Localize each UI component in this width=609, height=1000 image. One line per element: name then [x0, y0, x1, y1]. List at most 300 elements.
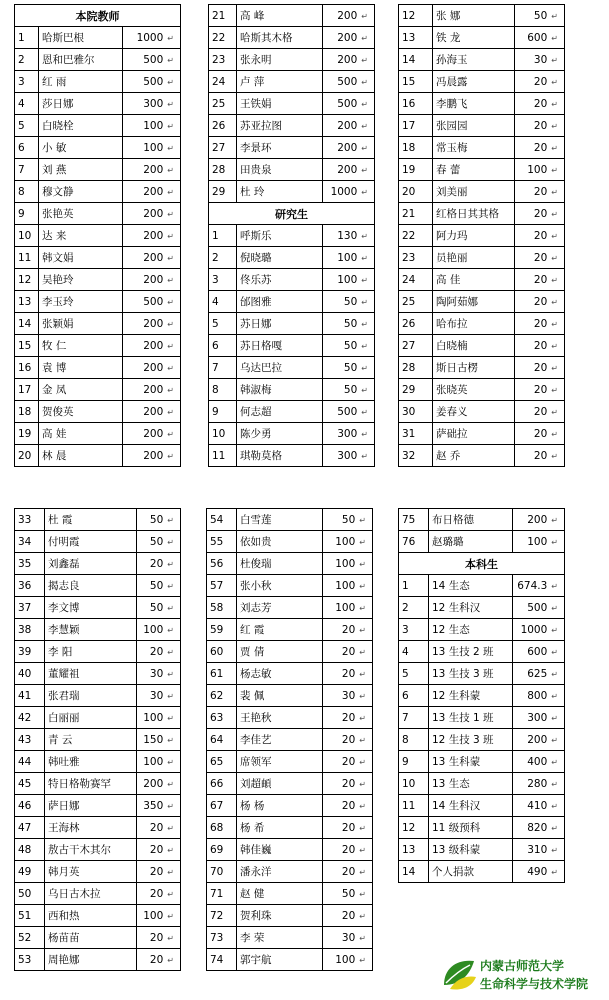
donor-name: 李文博: [45, 597, 137, 619]
table-row: [209, 181, 375, 203]
donation-amount: 1000 ↵: [123, 27, 181, 49]
row-number: 5: [399, 663, 429, 685]
college-logo: [440, 955, 605, 997]
table-row: [399, 795, 565, 817]
donor-name: 13 级科蒙: [429, 839, 513, 861]
section-header-row: [399, 553, 565, 575]
row-number: 10: [209, 423, 237, 445]
row-number: 9: [15, 203, 39, 225]
donation-amount: 500 ↵: [323, 71, 375, 93]
donation-amount: 30 ↵: [323, 685, 373, 707]
donation-amount: 20 ↵: [515, 423, 565, 445]
table-row: [207, 817, 373, 839]
table-row: [207, 839, 373, 861]
donation-amount: 100 ↵: [323, 575, 373, 597]
row-number: 17: [399, 115, 433, 137]
row-number: 64: [207, 729, 237, 751]
row-number: 9: [209, 401, 237, 423]
donation-amount: 20 ↵: [323, 641, 373, 663]
table-row: [15, 247, 181, 269]
table-row: [15, 839, 181, 861]
donor-name: 高 佳: [433, 269, 515, 291]
donor-name: 刘 燕: [39, 159, 123, 181]
table-row: [207, 641, 373, 663]
table-row: [15, 707, 181, 729]
donor-name: 特日格勒赛罕: [45, 773, 137, 795]
donor-name: 刘美丽: [433, 181, 515, 203]
donation-amount: 200 ↵: [123, 225, 181, 247]
donor-name: 铁 龙: [433, 27, 515, 49]
row-number: 34: [15, 531, 45, 553]
donor-name: 12 生科汉: [429, 597, 513, 619]
donor-name: 佟乐苏: [237, 269, 323, 291]
donation-amount: 350 ↵: [137, 795, 181, 817]
row-number: 12: [399, 817, 429, 839]
table-row: [207, 685, 373, 707]
donation-amount: 50 ↵: [323, 357, 375, 379]
table-row: [15, 335, 181, 357]
table-row: [209, 357, 375, 379]
row-number: 66: [207, 773, 237, 795]
table-row: [207, 597, 373, 619]
donor-name: 李玉玲: [39, 291, 123, 313]
row-number: 20: [15, 445, 39, 467]
table-row: [15, 445, 181, 467]
table-row: [399, 71, 565, 93]
donor-name: 杨 希: [237, 817, 323, 839]
donation-amount: 300 ↵: [323, 423, 375, 445]
row-number: 27: [399, 335, 433, 357]
table-row: [15, 93, 181, 115]
row-number: 46: [15, 795, 45, 817]
donor-name: 韩月英: [45, 861, 137, 883]
donor-name: 杨 杨: [237, 795, 323, 817]
row-number: 61: [207, 663, 237, 685]
table-row: [399, 729, 565, 751]
table-row: [209, 225, 375, 247]
donor-name: 袁 博: [39, 357, 123, 379]
row-number: 70: [207, 861, 237, 883]
leaf-logo-icon: [440, 955, 480, 995]
donor-name: 14 生科汉: [429, 795, 513, 817]
table-row: [207, 751, 373, 773]
table-row: [209, 423, 375, 445]
row-number: 58: [207, 597, 237, 619]
table-row: [399, 5, 565, 27]
donor-name: 裴 佩: [237, 685, 323, 707]
donation-amount: 100 ↵: [323, 949, 373, 971]
donation-amount: 20 ↵: [137, 553, 181, 575]
donor-name: 张小秋: [237, 575, 323, 597]
row-number: 6: [399, 685, 429, 707]
donation-amount: 200 ↵: [123, 203, 181, 225]
row-number: 8: [399, 729, 429, 751]
donation-amount: 20 ↵: [515, 115, 565, 137]
donation-amount: 20 ↵: [323, 619, 373, 641]
table-row: [207, 619, 373, 641]
table-row: [399, 817, 565, 839]
donor-name: 金 凤: [39, 379, 123, 401]
donation-amount: 200 ↵: [323, 49, 375, 71]
row-number: 13: [399, 27, 433, 49]
donation-amount: 200 ↵: [123, 159, 181, 181]
table-row: [15, 729, 181, 751]
table-row: [399, 597, 565, 619]
row-number: 45: [15, 773, 45, 795]
donor-name: 周艳娜: [45, 949, 137, 971]
donation-amount: 600 ↵: [513, 641, 565, 663]
donor-name: 牧 仁: [39, 335, 123, 357]
donor-name: 姜春义: [433, 401, 515, 423]
grad-table-3: [14, 508, 181, 971]
row-number: 2: [15, 49, 39, 71]
donation-amount: 100 ↵: [137, 707, 181, 729]
table-row: [15, 531, 181, 553]
row-number: 27: [209, 137, 237, 159]
donation-amount: 200 ↵: [123, 181, 181, 203]
donation-amount: 50 ↵: [323, 509, 373, 531]
table-row: [399, 313, 565, 335]
donation-amount: 20 ↵: [137, 883, 181, 905]
donation-amount: 410 ↵: [513, 795, 565, 817]
row-number: 60: [207, 641, 237, 663]
donor-name: 张艳英: [39, 203, 123, 225]
row-number: 13: [15, 291, 39, 313]
donor-name: 赵 健: [237, 883, 323, 905]
donation-amount: 500 ↵: [513, 597, 565, 619]
donor-name: 布日格德: [429, 509, 513, 531]
donation-amount: 100 ↵: [123, 115, 181, 137]
donation-amount: 820 ↵: [513, 817, 565, 839]
donation-amount: 20 ↵: [137, 839, 181, 861]
row-number: 24: [209, 71, 237, 93]
table-row: [399, 423, 565, 445]
table-row: [209, 115, 375, 137]
table-row: [207, 531, 373, 553]
table-row: [15, 27, 181, 49]
row-number: 22: [399, 225, 433, 247]
donor-name: 陈少勇: [237, 423, 323, 445]
row-number: 53: [15, 949, 45, 971]
donation-amount: 200 ↵: [123, 247, 181, 269]
row-number: 50: [15, 883, 45, 905]
donor-name: 白雪莲: [237, 509, 323, 531]
table-row: [207, 553, 373, 575]
donor-name: 哈布拉: [433, 313, 515, 335]
donor-name: 红 霞: [237, 619, 323, 641]
donation-amount: 200 ↵: [123, 445, 181, 467]
donor-name: 陶阿茹娜: [433, 291, 515, 313]
table-row: [209, 27, 375, 49]
row-number: 8: [15, 181, 39, 203]
donation-amount: 100 ↵: [513, 531, 565, 553]
donation-amount: 20 ↵: [515, 71, 565, 93]
donation-amount: 20 ↵: [515, 247, 565, 269]
table-row: [15, 401, 181, 423]
donor-name: 员艳丽: [433, 247, 515, 269]
table-row: [207, 663, 373, 685]
table-row: [399, 685, 565, 707]
donation-amount: 30 ↵: [137, 685, 181, 707]
donation-amount: 100 ↵: [323, 553, 373, 575]
row-number: 14: [15, 313, 39, 335]
donation-amount: 200 ↵: [323, 137, 375, 159]
donation-amount: 20 ↵: [137, 817, 181, 839]
row-number: 10: [15, 225, 39, 247]
table-row: [209, 401, 375, 423]
donation-amount: 50 ↵: [323, 379, 375, 401]
table-row: [399, 159, 565, 181]
donation-amount: 20 ↵: [137, 861, 181, 883]
donor-name: 依如贵: [237, 531, 323, 553]
table-row: [15, 269, 181, 291]
donor-name: 赵 乔: [433, 445, 515, 467]
donor-name: 张晓英: [433, 379, 515, 401]
donor-name: 李景环: [237, 137, 323, 159]
row-number: 75: [399, 509, 429, 531]
donor-name: 倪晓璐: [237, 247, 323, 269]
donor-name: 苏日格嘎: [237, 335, 323, 357]
row-number: 76: [399, 531, 429, 553]
donor-name: 李慧颖: [45, 619, 137, 641]
donor-name: 穆文静: [39, 181, 123, 203]
donation-amount: 20 ↵: [515, 269, 565, 291]
table-row: [209, 379, 375, 401]
donation-amount: 200 ↵: [137, 773, 181, 795]
row-number: 21: [399, 203, 433, 225]
table-row: [399, 291, 565, 313]
table-row: [15, 905, 181, 927]
table-row: [399, 773, 565, 795]
row-number: 18: [399, 137, 433, 159]
logo-text-university: 内蒙古师范大学: [480, 959, 565, 973]
donor-name: 哈斯其木格: [237, 27, 323, 49]
donor-name: 萨日娜: [45, 795, 137, 817]
row-number: 5: [15, 115, 39, 137]
table-row: [207, 927, 373, 949]
table-row: [15, 773, 181, 795]
donation-amount: 200 ↵: [123, 379, 181, 401]
donor-name: 敖古干木其尔: [45, 839, 137, 861]
donation-amount: 280 ↵: [513, 773, 565, 795]
table-row: [209, 71, 375, 93]
row-number: 11: [209, 445, 237, 467]
table-row: [209, 49, 375, 71]
donor-name: 斯日古楞: [433, 357, 515, 379]
donation-amount: 200 ↵: [323, 115, 375, 137]
donation-amount: 500 ↵: [123, 71, 181, 93]
row-number: 25: [399, 291, 433, 313]
row-number: 2: [209, 247, 237, 269]
donor-name: 苏日娜: [237, 313, 323, 335]
donor-name: 李 阳: [45, 641, 137, 663]
row-number: 52: [15, 927, 45, 949]
donation-amount: 20 ↵: [323, 817, 373, 839]
donation-amount: 625 ↵: [513, 663, 565, 685]
table-row: [207, 707, 373, 729]
donation-amount: 200 ↵: [123, 423, 181, 445]
row-number: 21: [209, 5, 237, 27]
row-number: 1: [209, 225, 237, 247]
donor-name: 13 生技 3 班: [429, 663, 513, 685]
donor-name: 韩文娟: [39, 247, 123, 269]
row-number: 13: [399, 839, 429, 861]
row-number: 38: [15, 619, 45, 641]
donation-amount: 30 ↵: [137, 663, 181, 685]
table-row: [207, 729, 373, 751]
table-row: [15, 751, 181, 773]
donor-name: 贺利珠: [237, 905, 323, 927]
donor-name: 乌达巴拉: [237, 357, 323, 379]
row-number: 71: [207, 883, 237, 905]
table-row: [15, 181, 181, 203]
donation-amount: 100 ↵: [137, 905, 181, 927]
row-number: 56: [207, 553, 237, 575]
donor-name: 贺俊英: [39, 401, 123, 423]
donation-amount: 50 ↵: [137, 575, 181, 597]
donor-name: 呼斯乐: [237, 225, 323, 247]
row-number: 11: [15, 247, 39, 269]
row-number: 39: [15, 641, 45, 663]
donor-name: 杜俊瑞: [237, 553, 323, 575]
donor-name: 13 生技 1 班: [429, 707, 513, 729]
donor-name: 李佳艺: [237, 729, 323, 751]
donor-name: 恩和巴雅尔: [39, 49, 123, 71]
donation-amount: 20 ↵: [137, 927, 181, 949]
row-number: 19: [399, 159, 433, 181]
row-number: 37: [15, 597, 45, 619]
logo-text-college: 生命科学与技术学院: [480, 977, 589, 991]
table-row: [399, 641, 565, 663]
row-number: 6: [209, 335, 237, 357]
donation-amount: 100 ↵: [323, 247, 375, 269]
table-row: [207, 575, 373, 597]
donation-amount: 500 ↵: [123, 49, 181, 71]
table-row: [399, 93, 565, 115]
table-row: [399, 269, 565, 291]
donation-amount: 50 ↵: [323, 883, 373, 905]
row-number: 12: [15, 269, 39, 291]
row-number: 17: [15, 379, 39, 401]
donor-name: 刘超頔: [237, 773, 323, 795]
donor-name: 杜 玲: [237, 181, 323, 203]
donation-amount: 200 ↵: [123, 335, 181, 357]
row-number: 16: [399, 93, 433, 115]
table-row: [399, 49, 565, 71]
donor-name: 13 生技 2 班: [429, 641, 513, 663]
row-number: 28: [209, 159, 237, 181]
row-number: 57: [207, 575, 237, 597]
donor-name: 杨苗苗: [45, 927, 137, 949]
row-number: 14: [399, 861, 429, 883]
table-row: [209, 445, 375, 467]
table-row: [15, 927, 181, 949]
row-number: 3: [209, 269, 237, 291]
table-row: [399, 575, 565, 597]
row-number: 18: [15, 401, 39, 423]
row-number: 22: [209, 27, 237, 49]
row-number: 16: [15, 357, 39, 379]
donor-name: 潘永洋: [237, 861, 323, 883]
faculty-grad-table: [208, 4, 375, 467]
row-number: 49: [15, 861, 45, 883]
table-row: [15, 883, 181, 905]
row-number: 44: [15, 751, 45, 773]
table-row: [399, 401, 565, 423]
table-row: [15, 861, 181, 883]
donation-amount: 200 ↵: [123, 269, 181, 291]
donor-name: 林 晨: [39, 445, 123, 467]
row-number: 15: [399, 71, 433, 93]
donation-amount: 50 ↵: [323, 335, 375, 357]
donor-name: 李鹏飞: [433, 93, 515, 115]
donation-amount: 50 ↵: [137, 531, 181, 553]
donation-amount: 30 ↵: [515, 49, 565, 71]
table-row: [15, 553, 181, 575]
donor-name: 哈斯巴根: [39, 27, 123, 49]
donor-name: 白丽丽: [45, 707, 137, 729]
donation-amount: 50 ↵: [323, 291, 375, 313]
donation-amount: 20 ↵: [323, 773, 373, 795]
table-row: [15, 159, 181, 181]
donor-name: 刘志芳: [237, 597, 323, 619]
row-number: 47: [15, 817, 45, 839]
row-number: 5: [209, 313, 237, 335]
table-row: [15, 685, 181, 707]
row-number: 67: [207, 795, 237, 817]
row-number: 3: [399, 619, 429, 641]
row-number: 9: [399, 751, 429, 773]
table-row: [15, 795, 181, 817]
donor-name: 12 生科蒙: [429, 685, 513, 707]
row-number: 15: [15, 335, 39, 357]
donation-amount: 20 ↵: [323, 751, 373, 773]
donation-amount: 50 ↵: [323, 313, 375, 335]
donation-amount: 100 ↵: [323, 269, 375, 291]
table-row: [209, 313, 375, 335]
row-number: 30: [399, 401, 433, 423]
table-row: [207, 905, 373, 927]
donor-name: 高 峰: [237, 5, 323, 27]
table-row: [399, 445, 565, 467]
row-number: 43: [15, 729, 45, 751]
table-row: [209, 247, 375, 269]
table-row: [209, 5, 375, 27]
donation-amount: 100 ↵: [323, 597, 373, 619]
donation-amount: 20 ↵: [323, 839, 373, 861]
row-number: 1: [399, 575, 429, 597]
donation-amount: 20 ↵: [515, 401, 565, 423]
donor-name: 萨础拉: [433, 423, 515, 445]
table-row: [15, 115, 181, 137]
donor-name: 杨志敏: [237, 663, 323, 685]
row-number: 29: [209, 181, 237, 203]
donor-name: 郭宇航: [237, 949, 323, 971]
donor-name: 常玉梅: [433, 137, 515, 159]
table-row: [399, 379, 565, 401]
donation-amount: 200 ↵: [323, 27, 375, 49]
table-row: [15, 641, 181, 663]
donation-amount: 100 ↵: [123, 137, 181, 159]
row-number: 1: [15, 27, 39, 49]
row-number: 55: [207, 531, 237, 553]
donation-amount: 490 ↵: [513, 861, 565, 883]
table-row: [15, 313, 181, 335]
table-row: [399, 707, 565, 729]
donation-amount: 100 ↵: [323, 531, 373, 553]
donor-name: 刘鑫磊: [45, 553, 137, 575]
row-number: 8: [209, 379, 237, 401]
